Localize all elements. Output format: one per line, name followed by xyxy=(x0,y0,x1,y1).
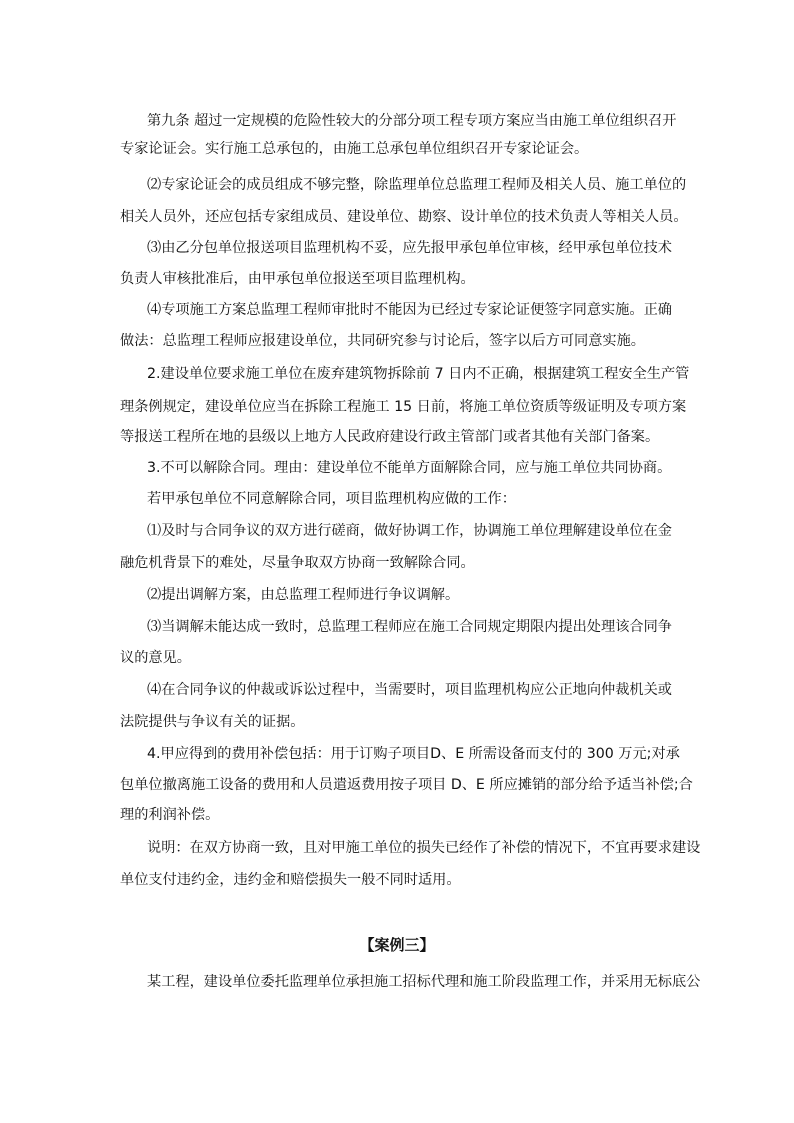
text-line-7: ⑷专项施工方案总监理工程师审批时不能因为已经过专家论证便签字同意实施。正确 xyxy=(147,302,672,318)
text-line-11: 等报送工程所在地的县级以上地方人民政府建设行政主管部门或者其他有关部门备案。 xyxy=(120,429,660,445)
text-line-25: 单位支付违约金，违约金和赔偿损失一般不同时适用。 xyxy=(120,872,461,888)
text-line-22: 包单位撤离施工设备的费用和人员遣返费用按子项目 D、E 所应摊销的部分给予适当补偿;合 xyxy=(120,777,693,793)
text-line-14: ⑴及时与合同争议的双方进行磋商，做好协调工作，协调施工单位理解建设单位在金 xyxy=(147,523,672,539)
text-line-19: ⑷在合同争议的仲裁或诉讼过程中，当需要时，项目监理机构应公正地向仲裁机关或 xyxy=(147,682,672,698)
text-line-1: 第九条 超过一定规模的危险性较大的分部分项工程专项方案应当由施工单位组织召开 xyxy=(147,113,677,129)
text-line-5: ⑶由乙分包单位报送项目监理机构不妥，应先报甲承包单位审核，经甲承包单位技术 xyxy=(147,240,672,256)
text-line-12: 3.不可以解除合同。理由：建设单位不能单方面解除合同，应与施工单位共同协商。 xyxy=(147,460,672,476)
text-line-24: 说明：在双方协商一致，且对甲施工单位的损失已经作了补偿的情况下，不宜再要求建设 xyxy=(147,840,701,856)
text-line-20: 法院提供与争议有关的证据。 xyxy=(120,714,305,730)
text-line-9: 2.建设单位要求施工单位在废弃建筑物拆除前 7 日内不正确，根据建筑工程安全生产管 xyxy=(147,366,690,382)
text-line-26: 某工程，建设单位委托监理单位承担施工招标代理和施工阶段监理工作，并采用无标底公 xyxy=(147,974,701,990)
text-line-21: 4.甲应得到的费用补偿包括：用于订购子项目D、E 所需设备而支付的 300 万元;对承 xyxy=(147,746,680,762)
case-heading: 【案例三】 xyxy=(359,936,435,954)
text-line-23: 理的利润补偿。 xyxy=(120,807,220,823)
text-line-18: 议的意见。 xyxy=(120,650,191,666)
text-line-6: 负责人审核批准后，由甲承包单位报送至项目监理机构。 xyxy=(120,271,475,287)
text-line-13: 若甲承包单位不同意解除合同，项目监理机构应做的工作： xyxy=(147,491,516,507)
text-line-3: ⑵专家论证会的成员组成不够完整，除监理单位总监理工程师及相关人员、施工单位的 xyxy=(147,177,687,193)
text-line-4: 相关人员外，还应包括专家组成员、建设单位、勘察、设计单位的技术负责人等相关人员。 xyxy=(120,209,688,225)
text-line-10: 理条例规定，建设单位应当在拆除工程施工 15 日前，将施工单位资质等级证明及专项方案 xyxy=(120,399,687,415)
text-line-16: ⑵提出调解方案，由总监理工程师进行争议调解。 xyxy=(147,587,460,603)
text-line-8: 做法：总监理工程师应报建设单位，共同研究参与讨论后，签字以后方可同意实施。 xyxy=(120,333,645,349)
text-line-15: 融危机背景下的难处，尽量争取双方协商一致解除合同。 xyxy=(120,555,475,571)
text-line-2: 专家论证会。实行施工总承包的，由施工总承包单位组织召开专家论证会。 xyxy=(120,141,589,157)
text-line-17: ⑶当调解未能达成一致时，总监理工程师应在施工合同规定期限内提出处理该合同争 xyxy=(147,619,672,635)
